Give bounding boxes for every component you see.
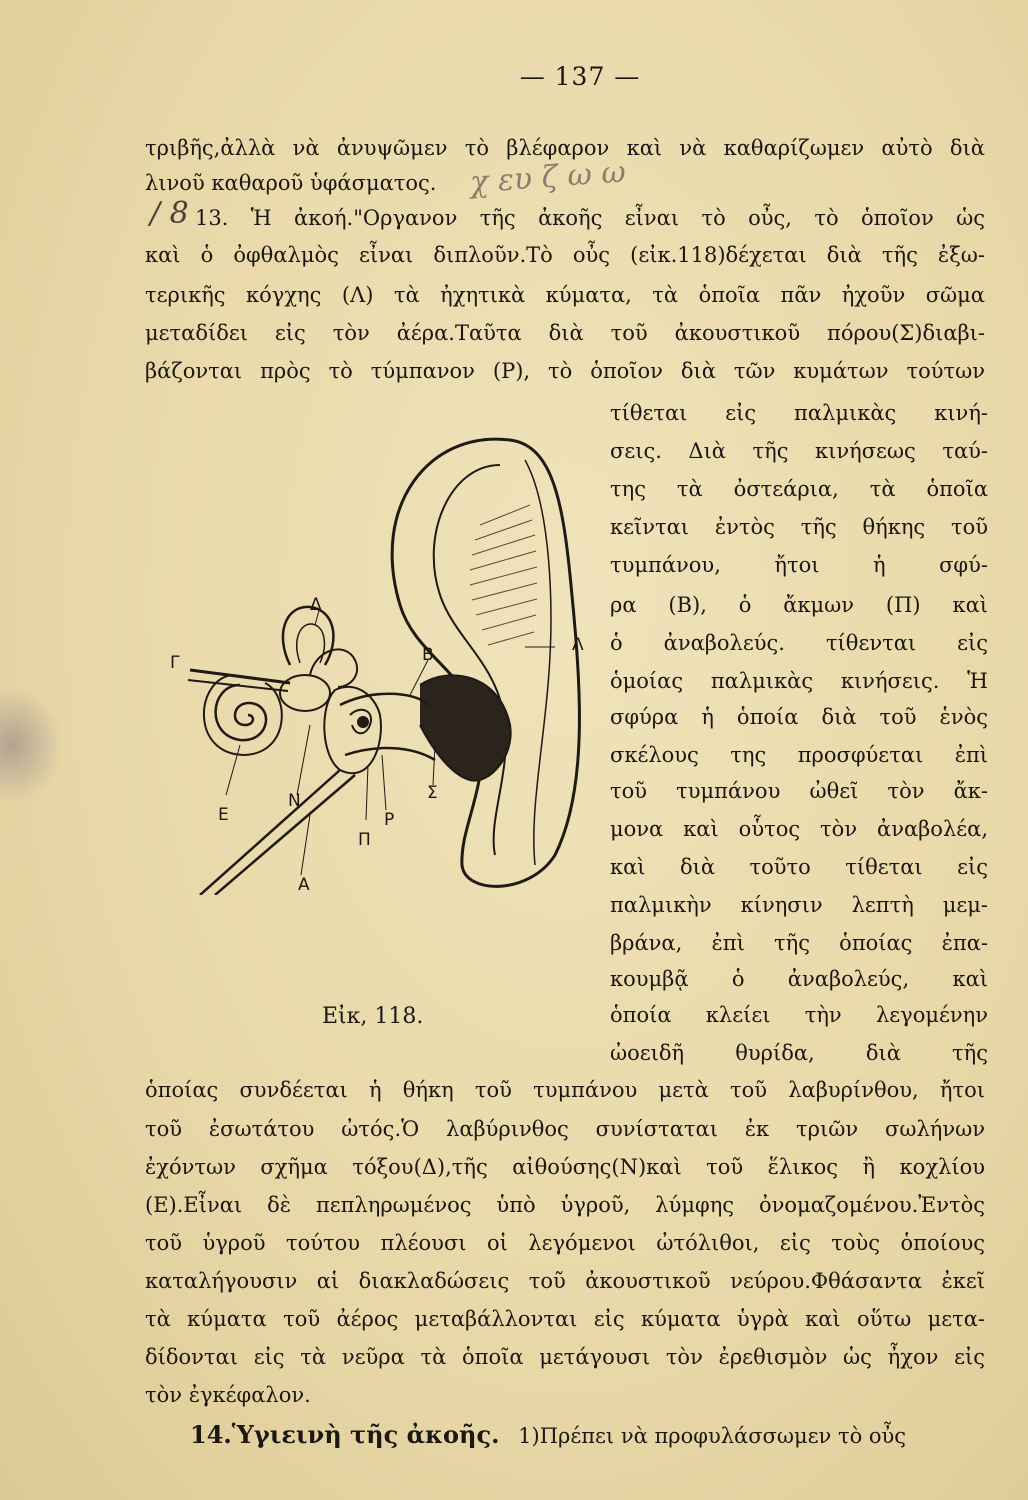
side-text-line: κεῖνται ἐντὸς τῆς θήκης τοῦ bbox=[610, 515, 988, 539]
page-number: — 137 — bbox=[519, 62, 641, 91]
side-text-line: της τὰ ὀστεάρια, τὰ ὁποῖα bbox=[610, 477, 988, 501]
text-line: καὶ ὁ ὀφθαλμὸς εἶναι διπλοῦν.Τὸ οὖς (εἰκ.118)δέχεται διὰ τῆς ἐξω- bbox=[145, 243, 985, 267]
section-14-heading: 14.Ὑγιεινὴ τῆς ἀκοῆς. bbox=[190, 1420, 500, 1449]
text-line: δίδονται εἰς τὰ νεῦρα τὰ ὁποῖα μετάγουσι τὸν ἐρεθισμὸν ὡς ἦχον εἰς bbox=[145, 1345, 985, 1369]
side-text-line: κουμβᾷ ὁ ἀναβολεύς, καὶ bbox=[610, 967, 988, 991]
figure-label: Ν bbox=[288, 791, 301, 811]
side-text-line: σφύρα ἡ ὁποία διὰ τοῦ ἑνὸς bbox=[610, 705, 988, 729]
side-text-line: τυμπάνου, ἤτοι ἡ σφύ- bbox=[610, 553, 988, 577]
text-line: τοῦ ὑγροῦ τούτου πλέουσι οἱ λεγόμενοι ὠτόλιθοι, εἰς τοὺς ὁποίους bbox=[145, 1231, 985, 1255]
side-text-line: τίθεται εἰς παλμικὰς κινή- bbox=[610, 401, 988, 425]
side-text-line: σκέλους της προσφύεται ἐπὶ bbox=[610, 743, 988, 767]
side-text-line: ὁ ἀναβολεύς. τίθενται εἰς bbox=[610, 631, 988, 655]
text-line: ἐχόντων σχῆμα τόξου(Δ),τῆς αἰθούσης(Ν)καὶ τοῦ ἕλικος ἢ κοχλίου bbox=[145, 1155, 985, 1179]
side-text-line: βράνα, ἐπὶ τῆς ὁποίας ἐπα- bbox=[610, 931, 988, 955]
side-text-line: μονα καὶ οὗτος τὸν ἀναβολέα, bbox=[610, 817, 988, 841]
side-text-line: ὁμοίας παλμικὰς κινήσεις. Ἡ bbox=[610, 669, 988, 693]
text-line: ὁποίας συνδέεται ἡ θήκη τοῦ τυμπάνου μετὰ τοῦ λαβυρίνθου, ἤτοι bbox=[145, 1078, 985, 1102]
section-heading-line bbox=[195, 203, 985, 233]
figure-label: Δ bbox=[310, 595, 322, 615]
side-text-line: ὠοειδῆ θυρίδα, διὰ τῆς bbox=[610, 1041, 988, 1065]
ear-anatomy-figure bbox=[170, 425, 610, 895]
side-text-line: τοῦ τυμπάνου ὠθεῖ τὸν ἄκ- bbox=[610, 779, 988, 803]
side-text-line: ρα (Β), ὁ ἄκμων (Π) καὶ bbox=[610, 593, 988, 617]
figure-label: Γ bbox=[170, 653, 180, 673]
figure-label: Α bbox=[298, 875, 310, 895]
text-line: (Ε).Εἶναι δὲ πεπληρωμένος ὑπὸ ὑγροῦ, λύμφης ὀνομαζομένου.Ἐντὸς bbox=[145, 1193, 985, 1217]
figure-label: Ρ bbox=[384, 810, 395, 830]
side-text-line: καὶ διὰ τοῦτο τίθεται εἰς bbox=[610, 855, 988, 879]
text-line: τριβῆς,ἀλλὰ νὰ ἀνυψῶμεν τὸ βλέφαρον καὶ νὰ καθαρίζωμεν αὐτὸ διὰ bbox=[145, 136, 985, 160]
side-text-line: παλμικὴν κίνησιν λεπτὴ μεμ- bbox=[610, 893, 988, 917]
text-line: τερικῆς κόγχης (Λ) τὰ ἠχητικὰ κύματα, τὰ ὁποῖα πᾶν ἠχοῦν σῶμα bbox=[145, 283, 985, 307]
text-line: βάζονται πρὸς τὸ τύμπανον (Ρ), τὸ ὁποῖον διὰ τῶν κυμάτων τούτων bbox=[145, 359, 985, 383]
figure-label: Ε bbox=[218, 805, 229, 825]
section-14-text: 1)Πρέπει νὰ προφυλάσσωμεν τὸ οὖς bbox=[518, 1424, 907, 1448]
text-line: τὰ κύματα τοῦ ἀέρος μεταβάλλονται εἰς κύματα ὑγρὰ καὶ οὕτω μετα- bbox=[145, 1307, 985, 1331]
figure-label: Β bbox=[422, 645, 434, 665]
page-stain bbox=[0, 690, 60, 800]
figure-label: Σ bbox=[427, 783, 438, 803]
figure-caption: Εἰκ, 118. bbox=[322, 1004, 424, 1029]
text-line: τὸν ἐγκέφαλον. bbox=[145, 1383, 311, 1407]
text-line: τοῦ ἐσωτάτου ὠτός.Ὁ λαβύρινθος συνίσταται ἐκ τριῶν σωλήνων bbox=[145, 1117, 985, 1141]
text-line: καταλήγουσιν αἱ διακλαδώσεις τοῦ ἀκουστικοῦ νεύρου.Φθάσαντα ἐκεῖ bbox=[145, 1269, 985, 1293]
text-line: λινοῦ καθαροῦ ὑφάσματος. bbox=[145, 171, 437, 195]
figure-label: Π bbox=[358, 830, 371, 850]
handwritten-mark: / 8 bbox=[150, 196, 189, 231]
figure-label: Λ bbox=[572, 635, 584, 655]
side-text-line: ὁποία κλείει τὴν λεγομένην bbox=[610, 1003, 988, 1027]
text-line: μεταδίδει εἰς τὸν ἀέρα.Ταῦτα διὰ τοῦ ἀκουστικοῦ πόρου(Σ)διαβι- bbox=[145, 321, 985, 345]
section-14-line bbox=[190, 1420, 985, 1451]
pencil-note: χ ευ ζ ω ω bbox=[468, 154, 627, 201]
side-text-line: σεις. Διὰ τῆς κινήσεως ταύ- bbox=[610, 439, 988, 463]
section-heading-text: 13. Ἡ ἀκοή."Οργανον τῆς ἀκοῆς εἶναι τὸ οὖς, τὸ ὁποῖον ὡς bbox=[195, 206, 985, 230]
